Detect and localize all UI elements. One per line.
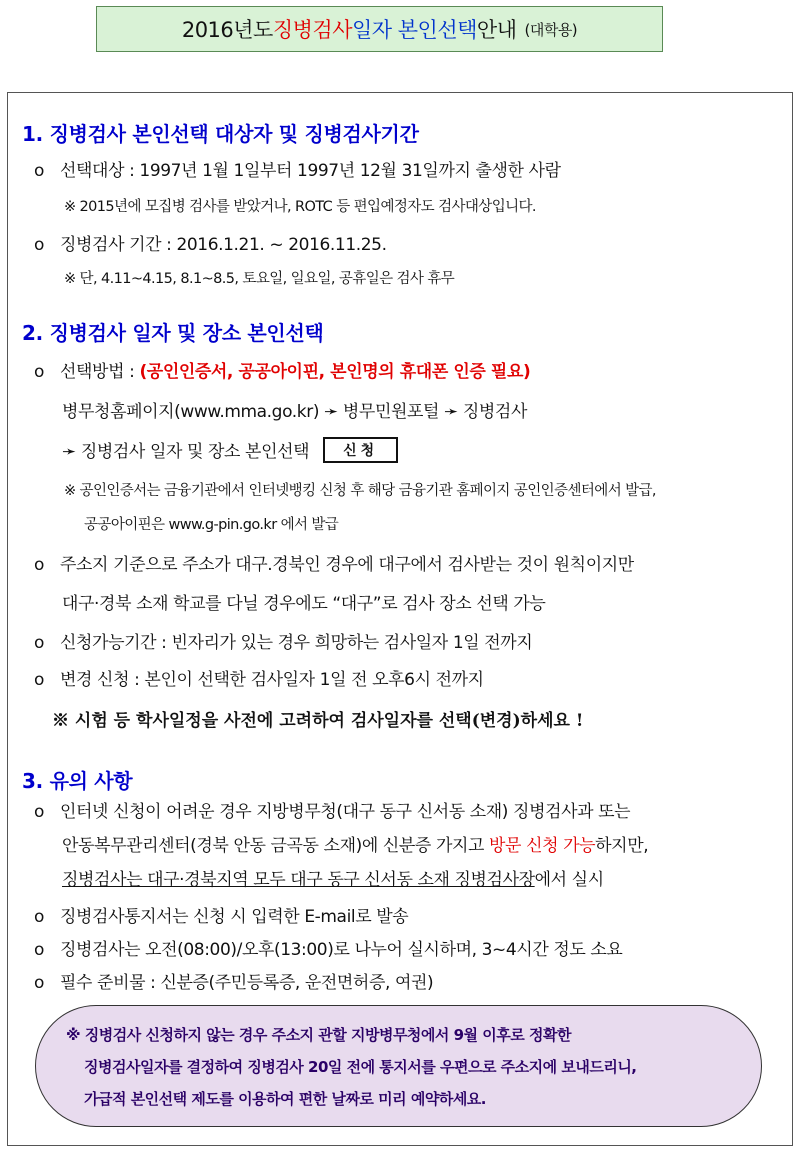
section2-heading: 2. 징병검사 일자 및 장소 본인선택	[22, 321, 324, 345]
title-subtitle: (대학용)	[524, 20, 578, 39]
visit-application-text: 방문 신청 가능	[489, 836, 596, 856]
title-text-2: 징병검사	[272, 18, 352, 42]
bullet-mark: o	[34, 235, 45, 255]
section3-heading: 3. 유의 사항	[22, 769, 133, 793]
notice-line-2: 징병검사일자를 결정하여 징병검사 20일 전에 통지서를 우편으로 주소지에 보내드리니,	[84, 1058, 637, 1076]
bullet-mark: o	[34, 802, 45, 822]
bullet-mark: o	[34, 555, 45, 575]
section2-note-line-2: 공공아이핀은 www.g-pin.go.kr 에서 발급	[84, 517, 339, 533]
section2-address-line-1: o 주소지 기준으로 주소가 대구.경북인 경우에 대구에서 검사받는 것이 원칙이지만	[34, 555, 634, 575]
bullet-mark: o	[34, 973, 45, 993]
section3-bullet-1-line-3: 징병검사는 대구·경북지역 모두 대구 동구 신서동 소재 징병검사장에서 실시	[62, 870, 604, 890]
section3-bullet-1-line-2: 안동복무관리센터(경북 안동 금곡동 소재)에 신분증 가지고 방문 신청 가능하지만,	[62, 836, 649, 856]
page-title	[96, 6, 663, 52]
apply-button[interactable]: 신청	[323, 437, 398, 463]
section2-address-line-2: 대구·경북 소재 학교를 다닐 경우에도 “대구”로 검사 장소 선택 가능	[62, 594, 546, 614]
notice-line-1: ※ 징병검사 신청하지 않는 경우 주소지 관할 지방병무청에서 9월 이후로 정확한	[66, 1026, 571, 1044]
bullet-mark: o	[34, 633, 45, 653]
section2-note-line-1: ※ 공인인증서는 금융기관에서 인터넷뱅킹 신청 후 해당 금융기관 홈페이지 공인인증센터에서 발급,	[64, 483, 656, 499]
title-text-4: 일자 본인선택	[352, 18, 477, 42]
section1-note-holidays: ※ 단, 4.11~4.15, 8.1~8.5, 토요일, 일요일, 공휴일은 검사 휴무	[64, 271, 455, 287]
notice-line-3: 가급적 본인선택 제도를 이용하여 편한 날짜로 미리 예약하세요.	[84, 1090, 486, 1108]
section2-warning: ※ 시험 등 학사일정을 사전에 고려하여 검사일자를 선택(변경)하세요 !	[52, 711, 584, 731]
section1-heading: 1. 징병검사 본인선택 대상자 및 징병검사기간	[22, 122, 419, 146]
section2-period: o 신청가능기간 : 빈자리가 있는 경우 희망하는 검사일자 1일 전까지	[34, 633, 533, 653]
section1-note-target: ※ 2015년에 모집병 검사를 받았거나, ROTC 등 편입예정자도 검사대상입니다.	[64, 199, 536, 215]
auth-requirement: (공인인증서, 공공아이핀, 본인명의 휴대폰 인증 필요)	[139, 362, 531, 382]
section3-bullet-3: o 징병검사는 오전(08:00)/오후(13:00)로 나누어 실시하며, 3~4시간 정도 소요	[34, 940, 623, 960]
section3-bullet-2: o 징병검사통지서는 신청 시 입력한 E-mail로 발송	[34, 907, 409, 927]
section2-change: o 변경 신청 : 본인이 선택한 검사일자 1일 전 오후6시 전까지	[34, 670, 484, 690]
section2-path-1: 병무청홈페이지(www.mma.go.kr) ➛ 병무민원포털 ➛ 징병검사	[62, 402, 527, 422]
bullet-mark: o	[34, 161, 45, 181]
title-text-1: 2016년도	[181, 18, 273, 42]
section1-bullet-target: o 선택대상 : 1997년 1월 1일부터 1997년 12월 31일까지 출생한 사람	[34, 161, 561, 181]
section2-method: o 선택방법 : (공인인증서, 공공아이핀, 본인명의 휴대폰 인증 필요)	[34, 362, 531, 382]
bullet-mark: o	[34, 362, 45, 382]
section1-bullet-period: o 징병검사 기간 : 2016.1.21. ~ 2016.11.25.	[34, 235, 387, 255]
title-text-5: 안내	[476, 18, 517, 42]
section3-bullet-4: o 필수 준비물 : 신분증(주민등록증, 운전면허증, 여권)	[34, 973, 434, 993]
bullet-mark: o	[34, 907, 45, 927]
notice-box	[35, 1005, 762, 1127]
section2-path-2: ➛ 징병검사 일자 및 장소 본인선택 신청	[62, 437, 398, 463]
section3-bullet-1-line-1: o 인터넷 신청이 어려운 경우 지방병무청(대구 동구 신서동 소재) 징병검사과 또는	[34, 802, 631, 822]
bullet-mark: o	[34, 670, 45, 690]
bullet-mark: o	[34, 940, 45, 960]
